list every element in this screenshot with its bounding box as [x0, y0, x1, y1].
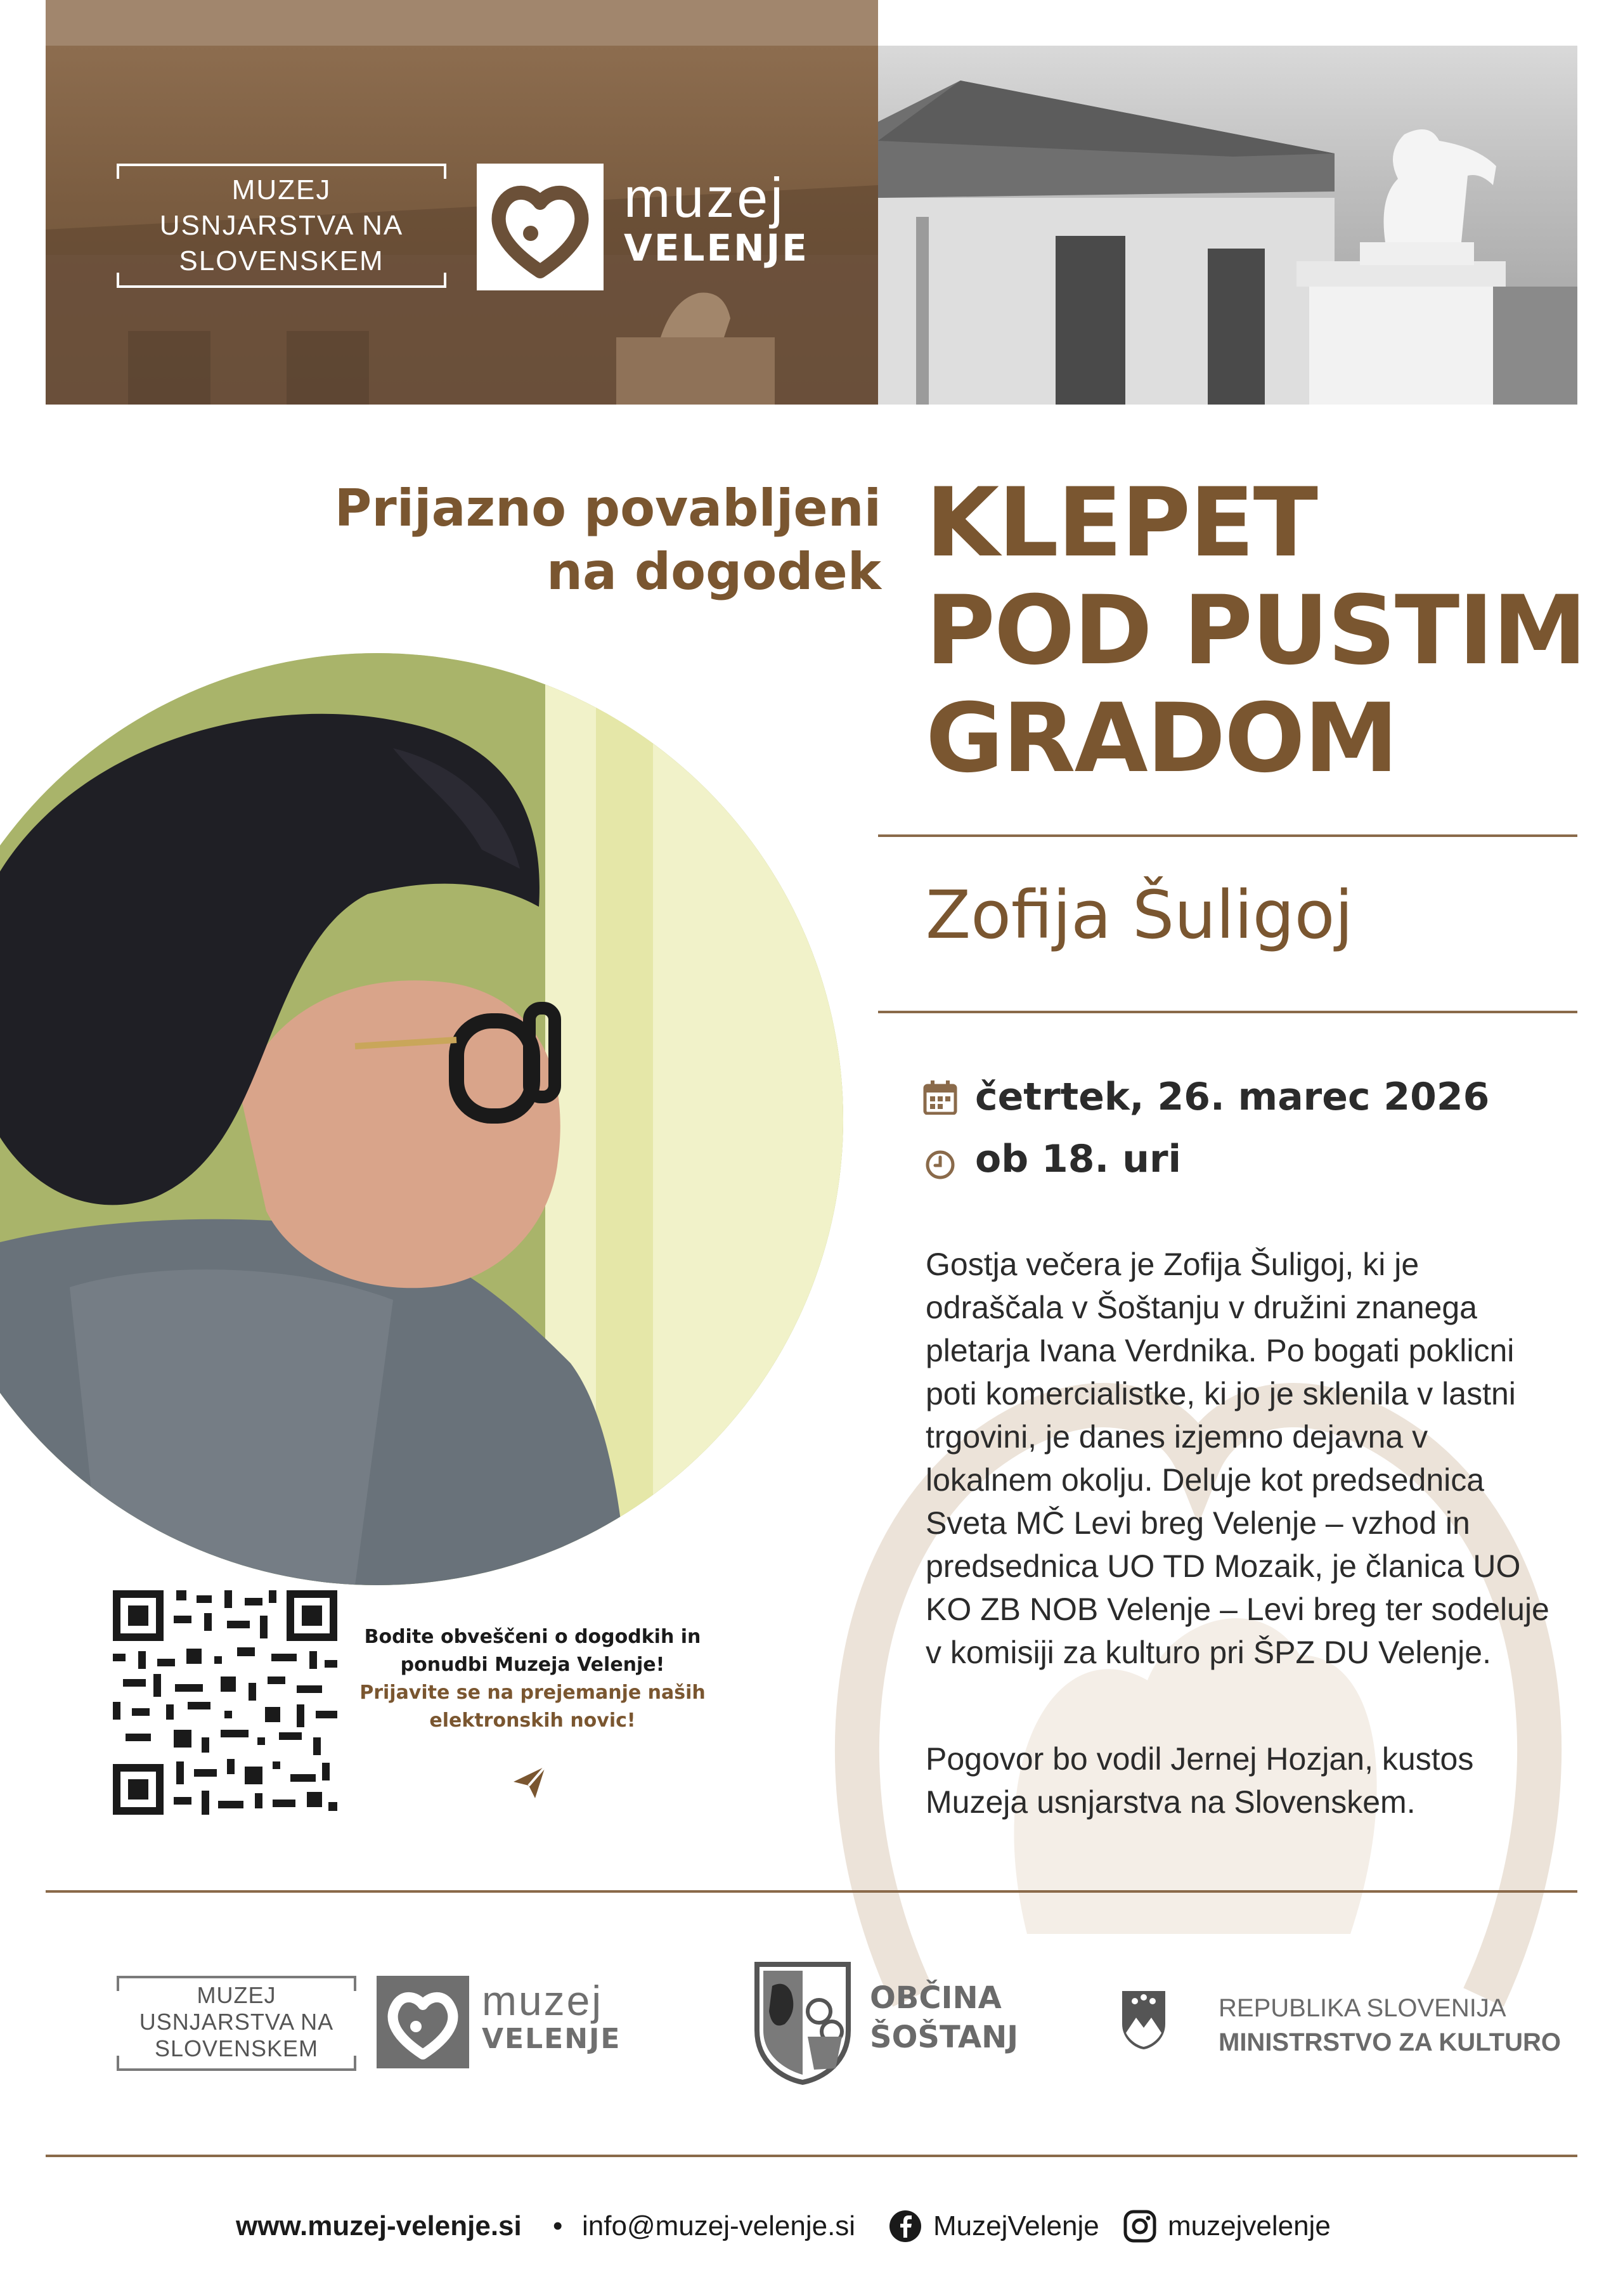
facebook-handle[interactable]: MuzejVelenje: [933, 2210, 1099, 2241]
ministry-line: MINISTRSTVO ZA KULTURO: [1219, 2028, 1561, 2056]
event-date: četrtek, 26. marec 2026: [975, 1075, 1490, 1119]
host-note: Pogovor bo vodil Jernej Hozjan, kustos Muzeja usnjarstva na Slovenskem.: [926, 1741, 1474, 1820]
event-title: [926, 469, 1610, 793]
guest-name: Zofija Šuligoj: [926, 876, 1354, 954]
email-link[interactable]: info@muzej-velenje.si: [582, 2210, 856, 2241]
coat-of-arms-icon: [753, 1961, 852, 2085]
invite-line: na dogodek: [546, 542, 881, 601]
partner-brand-wordmark: [482, 1977, 621, 2057]
banner-photo-gray: [878, 46, 1577, 405]
partner-brand-word: muzej: [482, 1977, 604, 2024]
invite-heading: [317, 477, 881, 604]
header-banner: [46, 46, 1577, 405]
partner-museum-line: SLOVENSKEM: [154, 2035, 319, 2061]
ministry-line: REPUBLIKA SLOVENIJA: [1219, 1994, 1506, 2022]
museum-name-line: SLOVENSKEM: [179, 245, 384, 276]
brand-wordmark: [624, 166, 809, 270]
partner-museum-name-logo: [117, 1976, 356, 2071]
calendar-icon: [923, 1080, 957, 1115]
newsletter-cta[interactable]: elektronskih novic!: [429, 1709, 636, 1732]
newsletter-line: Bodite obveščeni o dogodkih in: [364, 1626, 701, 1648]
museum-name-line: USNJARSTVA NA: [159, 210, 404, 241]
museum-name-logo: [117, 164, 446, 288]
brand-city: VELENJE: [624, 226, 809, 269]
partner-brand-city: VELENJE: [482, 2023, 621, 2055]
heart-logo-icon: [477, 164, 604, 290]
heart-logo-icon: [377, 1976, 469, 2068]
municipality-line: ŠOŠTANJ: [870, 2020, 1019, 2055]
newsletter-cta[interactable]: Prijavite se na prejemanje naših: [359, 1682, 706, 1704]
newsletter-line: ponudbi Muzeja Velenje!: [400, 1654, 665, 1676]
newsletter-qr-code[interactable]: [113, 1590, 337, 1815]
divider: [46, 1890, 1577, 1893]
event-description: Gostja večera je Zofija Šuligoj, ki je odraščala v Šoštanju v družini znanega pletarja Ivana Verdnika. Po bogati poklicni poti komercialistke, ki jo je sklenila v lastni trgovini, je danes izjemno dejavna v lokalnem okolju. Deluje kot predsednica Sveta MČ Levi breg Velenje – vzhod in predsednica UO TD Mozaik, je članica UO KO ZB NOB Velenje – Levi breg ter sodeluje v komisiji za kulturo pri ŠPZ DU Velenje.: [926, 1247, 1549, 1670]
event-title-line: KLEPET: [926, 468, 1317, 578]
top-accent-strip: [46, 0, 878, 46]
ministry-name: [1219, 1991, 1561, 2059]
divider: [878, 834, 1577, 837]
event-title-line: POD PUSTIM: [926, 576, 1586, 686]
instagram-icon[interactable]: [1123, 2210, 1156, 2243]
instagram-handle[interactable]: muzejvelenje: [1168, 2210, 1331, 2241]
museum-name-line: MUZEJ: [231, 174, 332, 205]
invite-line: Prijazno povabljeni: [334, 479, 881, 538]
facebook-icon[interactable]: [889, 2210, 922, 2243]
municipality-line: OBČINA: [870, 1980, 1002, 2016]
website-link[interactable]: www.muzej-velenje.si: [236, 2210, 522, 2241]
footer-separator: •: [553, 2210, 563, 2241]
castle-building: [878, 46, 1577, 405]
slovenia-emblem-icon: [1120, 1988, 1168, 2052]
footer-contacts: [0, 2204, 1623, 2248]
brand-word: muzej: [624, 166, 786, 229]
event-title-line: GRADOM: [926, 684, 1398, 794]
guest-portrait: [0, 653, 843, 1585]
divider: [46, 2155, 1577, 2157]
event-time: ob 18. uri: [975, 1137, 1182, 1181]
municipality-name: [870, 1978, 1018, 2057]
divider: [878, 1011, 1577, 1013]
partner-museum-line: MUZEJ: [197, 1982, 276, 2008]
send-icon[interactable]: [510, 1763, 548, 1801]
newsletter-text: [355, 1623, 710, 1735]
clock-icon: [924, 1149, 956, 1181]
partner-museum-line: USNJARSTVA NA: [139, 2009, 334, 2035]
